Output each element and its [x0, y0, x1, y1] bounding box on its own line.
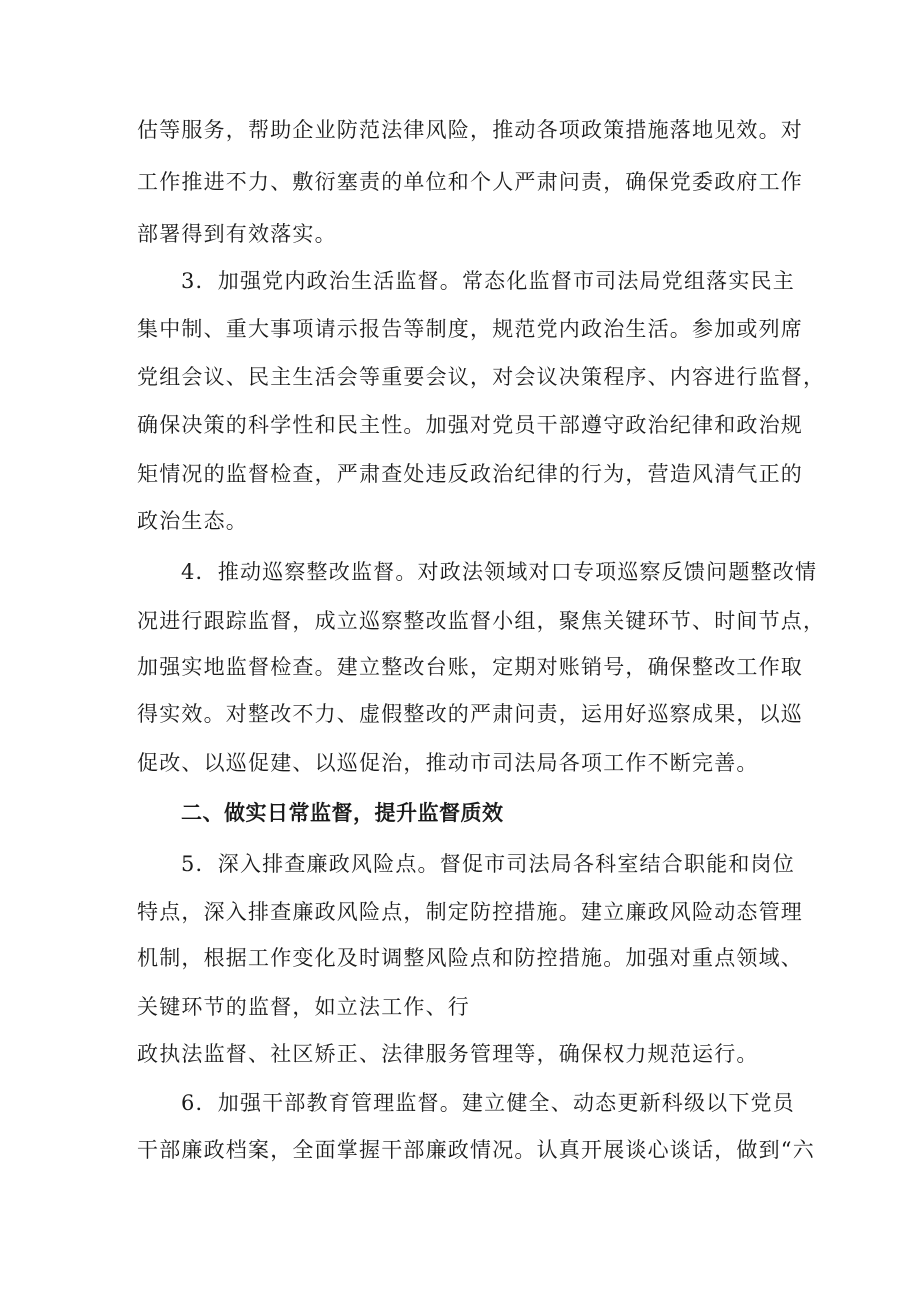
paragraph-line: 3．加强党内政治生活监督。常态化监督市司法局党组落实民主 [181, 269, 795, 293]
paragraph-line: 6．加强干部教育管理监督。建立健全、动态更新科级以下党员 [181, 1091, 795, 1115]
section-heading: 二、做实日常监督，提升监督质效 [181, 801, 504, 825]
paragraph-line: 工作推进不力、敷衍塞责的单位和个人严肃问责，确保党委政府工作 [137, 170, 803, 194]
paragraph-line: 政执法监督、社区矫正、法律服务管理等，确保权力规范运行。 [137, 1042, 759, 1066]
paragraph-line: 关键环节的监督，如立法工作、行 [137, 995, 470, 1019]
paragraph-line: 矩情况的监督检查，严肃查处违反政治纪律的行为，营造风清气正的 [137, 462, 803, 486]
paragraph-line: 特点，深入排查廉政风险点，制定防控措施。建立廉政风险动态管理 [137, 900, 803, 924]
paragraph-line: 促改、以巡促建、以巡促治，推动市司法局各项工作不断完善。 [137, 751, 759, 775]
paragraph-line: 党组会议、民主生活会等重要会议，对会议决策程序、内容进行监督， [137, 365, 826, 389]
paragraph-line: 估等服务，帮助企业防范法律风险，推动各项政策措施落地见效。对 [137, 118, 803, 142]
paragraph-line: 得实效。对整改不力、虚假整改的严肃问责，运用好巡察成果，以巡 [137, 702, 803, 726]
paragraph-line: 部署得到有效落实。 [137, 222, 337, 246]
paragraph-line: 4．推动巡察整改监督。对政法领域对口专项巡察反馈问题整改情 [181, 560, 818, 584]
paragraph-line: 加强实地监督检查。建立整改台账，定期对账销号，确保整改工作取 [137, 655, 803, 679]
paragraph-line: 干部廉政档案，全面掌握干部廉政情况。认真开展谈心谈话，做到“六 [137, 1138, 815, 1162]
paragraph-line: 5．深入排查廉政风险点。督促市司法局各科室结合职能和岗位 [181, 852, 795, 876]
paragraph-line: 确保决策的科学性和民主性。加强对党员干部遵守政治纪律和政治规 [137, 413, 803, 437]
paragraph-line: 集中制、重大事项请示报告等制度，规范党内政治生活。参加或列席 [137, 317, 803, 341]
paragraph-line: 机制，根据工作变化及时调整风险点和防控措施。加强对重点领域、 [137, 946, 803, 970]
paragraph-line: 政治生态。 [137, 509, 248, 533]
paragraph-line: 况进行跟踪监督，成立巡察整改监督小组，聚焦关键环节、时间节点， [137, 609, 826, 633]
